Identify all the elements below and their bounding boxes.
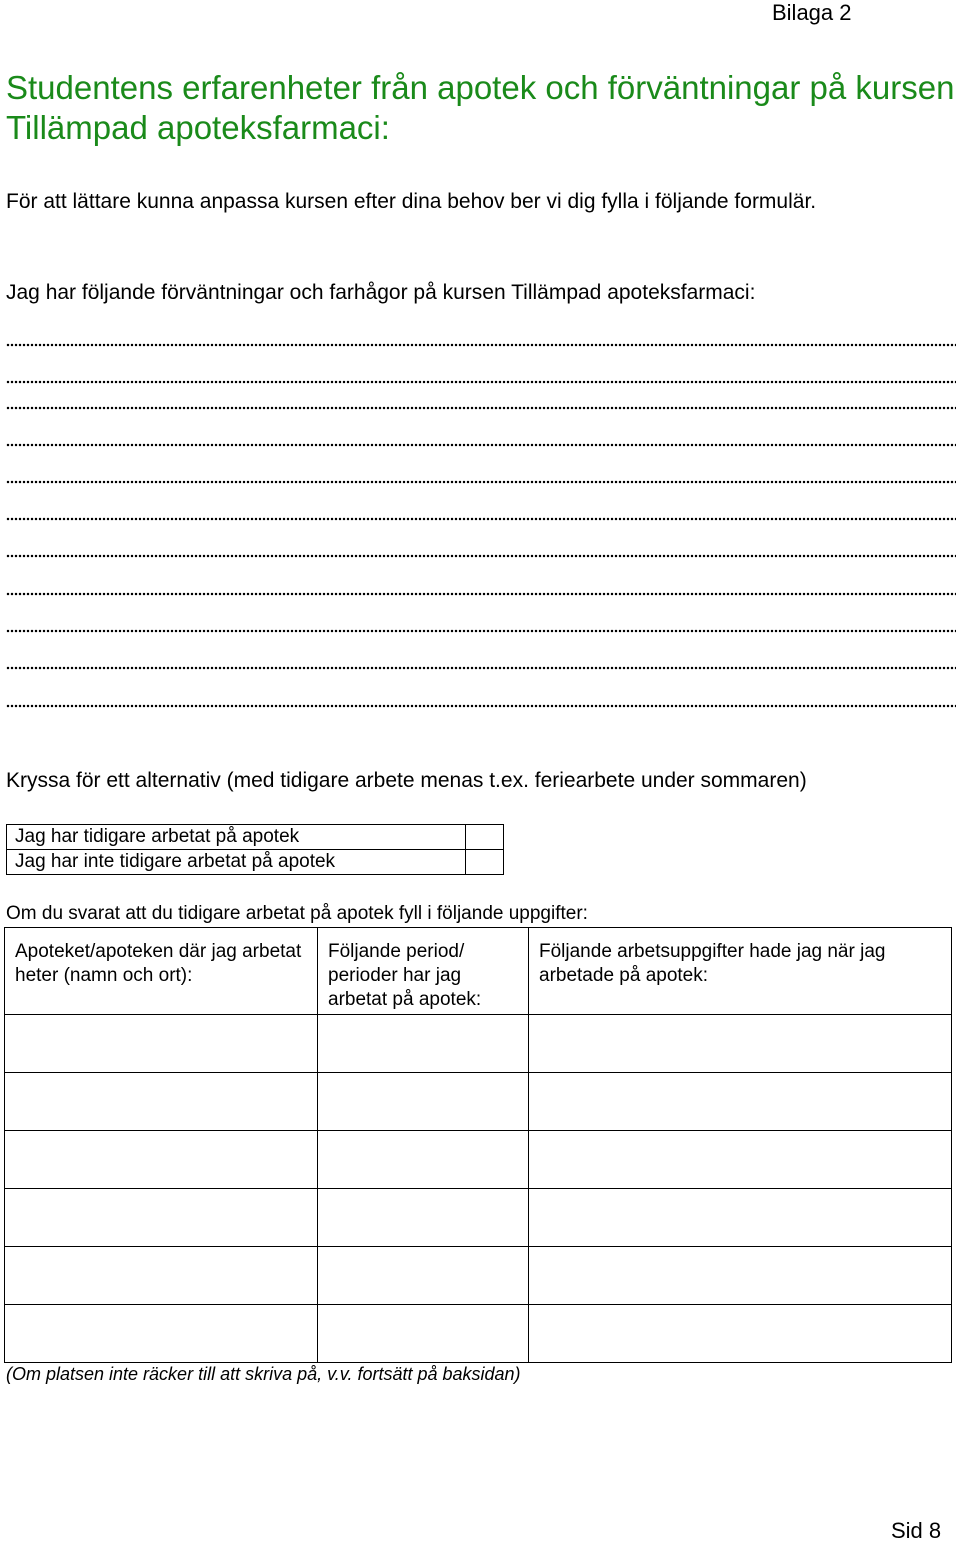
dotted-answer-line[interactable]	[6, 592, 956, 596]
choice-row	[7, 850, 504, 875]
pharmacy-name-cell[interactable]	[5, 1131, 318, 1189]
period-cell[interactable]	[318, 1131, 529, 1189]
table-row	[5, 1247, 952, 1305]
table-row	[5, 1015, 952, 1073]
dotted-answer-line[interactable]	[6, 666, 956, 670]
dotted-answer-line[interactable]	[6, 480, 956, 484]
dotted-answer-line[interactable]	[6, 554, 956, 558]
table-row	[5, 1131, 952, 1189]
period-header: Följande period/ perioder har jag arbetat på apotek:	[318, 928, 529, 1015]
dotted-answer-line[interactable]	[6, 704, 956, 708]
page-title: Studentens erfarenheter från apotek och förväntningar på kursen Tillämpad apoteksfarmaci:	[6, 69, 955, 146]
choice-checkbox[interactable]	[466, 850, 504, 875]
dotted-answer-line[interactable]	[6, 406, 956, 410]
appendix-label: Bilaga 2	[772, 0, 852, 25]
tasks-cell[interactable]	[529, 1247, 952, 1305]
period-cell[interactable]	[318, 1189, 529, 1247]
choice-label: Jag har tidigare arbetat på apotek	[7, 825, 466, 850]
footnote: (Om platsen inte räcker till att skriva på, v.v. fortsätt på baksidan)	[6, 1364, 521, 1384]
pharmacy-name-cell[interactable]	[5, 1247, 318, 1305]
period-cell[interactable]	[318, 1073, 529, 1131]
intro-text: För att lättare kunna anpassa kursen efter dina behov ber vi dig fylla i följande formulär.	[6, 190, 817, 213]
pharmacy-name-cell[interactable]	[5, 1305, 318, 1363]
dotted-answer-line[interactable]	[6, 443, 956, 447]
page-number: Sid 8	[891, 1518, 942, 1543]
pharmacy-name-cell[interactable]	[5, 1015, 318, 1073]
expectations-prompt: Jag har följande förväntningar och farhågor på kursen Tillämpad apoteksfarmaci:	[6, 281, 756, 304]
period-cell[interactable]	[318, 1305, 529, 1363]
choice-instruction: Kryssa för ett alternativ (med tidigare arbete menas t.ex. feriearbete under sommaren)	[6, 769, 807, 792]
experience-choice-table	[6, 824, 504, 875]
tasks-cell[interactable]	[529, 1015, 952, 1073]
table-header-row	[5, 928, 952, 1015]
pharmacy-name-cell[interactable]	[5, 1073, 318, 1131]
tasks-cell[interactable]	[529, 1131, 952, 1189]
tasks-cell[interactable]	[529, 1073, 952, 1131]
table-row	[5, 1189, 952, 1247]
dotted-answer-line[interactable]	[6, 343, 956, 347]
pharmacy-name-cell[interactable]	[5, 1189, 318, 1247]
dotted-answer-line[interactable]	[6, 517, 956, 521]
choice-row	[7, 825, 504, 850]
period-cell[interactable]	[318, 1015, 529, 1073]
pharmacy-name-header: Apoteket/apoteken där jag arbetat heter (namn och ort):	[5, 928, 318, 1015]
dotted-answer-line[interactable]	[6, 629, 956, 633]
table-row	[5, 1073, 952, 1131]
table-row	[5, 1305, 952, 1363]
tasks-header: Följande arbetsuppgifter hade jag när jag arbetade på apotek:	[529, 928, 952, 1015]
period-cell[interactable]	[318, 1247, 529, 1305]
tasks-cell[interactable]	[529, 1189, 952, 1247]
work-history-table	[4, 927, 952, 1363]
choice-checkbox[interactable]	[466, 825, 504, 850]
condition-text: Om du svarat att du tidigare arbetat på apotek fyll i följande uppgifter:	[6, 903, 588, 924]
tasks-cell[interactable]	[529, 1305, 952, 1363]
dotted-answer-line[interactable]	[6, 380, 956, 384]
choice-label: Jag har inte tidigare arbetat på apotek	[7, 850, 466, 875]
